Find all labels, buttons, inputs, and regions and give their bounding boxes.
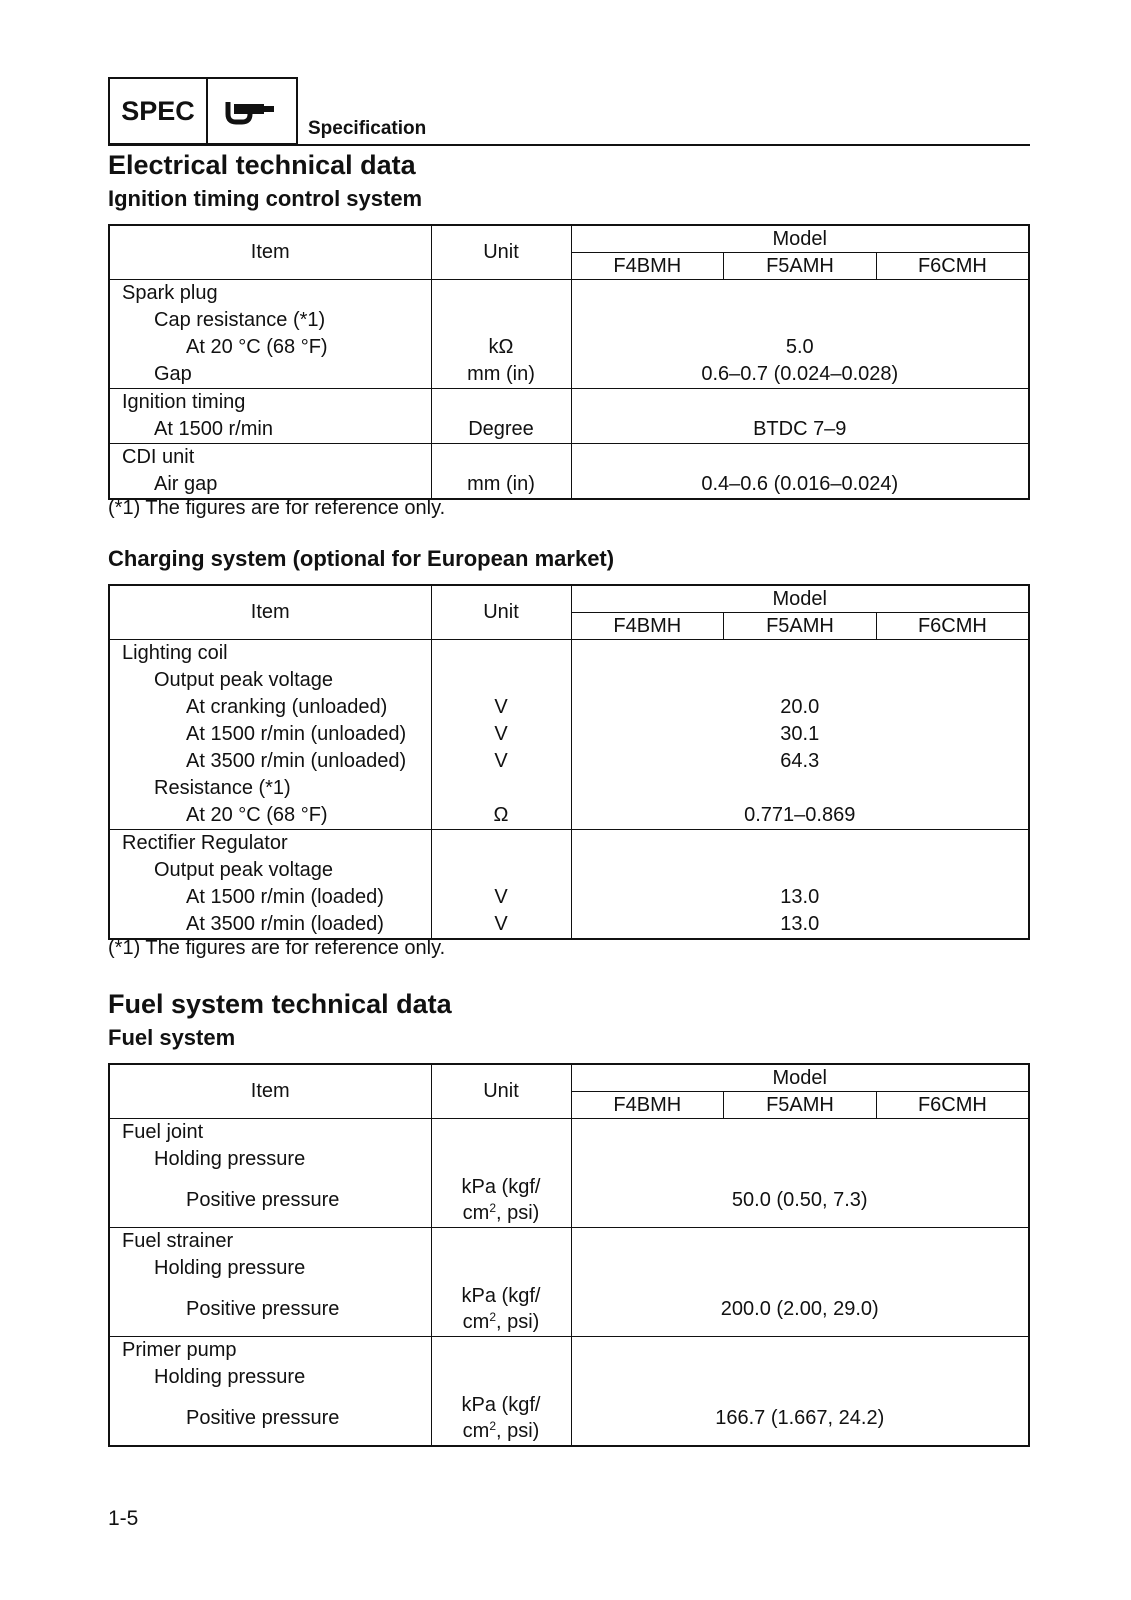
- row-label: Holding pressure: [154, 1366, 306, 1388]
- section-tab: [108, 77, 298, 145]
- unit-cell: V: [494, 913, 508, 935]
- value-cell: 64.3: [780, 750, 820, 772]
- section-label: Specification: [308, 118, 427, 139]
- value-cell: 50.0 (0.50, 7.3): [731, 1189, 868, 1211]
- table-row: [109, 1337, 1029, 1447]
- row-label: At 20 °C (68 °F): [186, 336, 328, 358]
- table-row: [109, 830, 1029, 940]
- row-label: At 1500 r/min (loaded): [186, 886, 384, 908]
- table-row: [109, 1228, 1029, 1337]
- table-header-row: [109, 225, 1029, 253]
- col-model-header: Model: [571, 585, 1029, 613]
- model-header: F5AMH: [724, 1092, 877, 1119]
- row-label: Positive pressure: [186, 1298, 340, 1320]
- table-row: [109, 640, 1029, 830]
- row-label: Ignition timing: [122, 391, 246, 413]
- value-cell: 0.771–0.869: [744, 804, 856, 826]
- value-cell: 0.4–0.6 (0.016–0.024): [701, 473, 899, 495]
- col-model-header: Model: [571, 225, 1029, 253]
- unit-cell: Ω: [493, 804, 509, 826]
- table-row: [109, 389, 1029, 444]
- table-row: [109, 1119, 1029, 1228]
- row-label: Fuel joint: [122, 1121, 204, 1143]
- col-item-header: Item: [109, 1064, 431, 1119]
- charging-table: [108, 584, 1030, 940]
- header-rule: [108, 144, 1030, 146]
- row-label: Primer pump: [122, 1339, 237, 1361]
- row-label: Air gap: [154, 473, 218, 495]
- model-header: F5AMH: [724, 613, 877, 640]
- unit-cell: kΩ: [488, 336, 514, 358]
- ignition-table: [108, 224, 1030, 500]
- row-label: Positive pressure: [186, 1189, 340, 1211]
- value-cell: 13.0: [780, 913, 820, 935]
- unit-cell: V: [494, 723, 508, 745]
- unit-cell: kPa (kgf/ $cm^2$, psi): [461, 1394, 541, 1442]
- row-label: Output peak voltage: [154, 859, 334, 881]
- unit-cell: Degree: [468, 418, 534, 440]
- caliper-icon: [208, 79, 296, 143]
- model-header: F6CMH: [876, 613, 1029, 640]
- fuel-subtitle: Fuel system: [108, 1025, 236, 1050]
- footnote: (*1) The figures are for reference only.: [108, 497, 446, 519]
- col-item-header: Item: [109, 585, 431, 640]
- row-label: Output peak voltage: [154, 669, 334, 691]
- unit-cell: V: [494, 696, 508, 718]
- row-label: Positive pressure: [186, 1407, 340, 1429]
- unit-cell: mm (in): [467, 473, 535, 495]
- value-cell: 200.0 (2.00, 29.0): [720, 1298, 879, 1320]
- fuel-title: Fuel system technical data: [108, 989, 452, 1019]
- col-unit-header: Unit: [431, 585, 571, 640]
- row-label: Lighting coil: [122, 642, 228, 664]
- page-number: 1-5: [108, 1507, 139, 1530]
- charging-subtitle: Charging system (optional for European market): [108, 546, 615, 571]
- ignition-subtitle: Ignition timing control system: [108, 186, 423, 211]
- row-label: Spark plug: [122, 282, 218, 304]
- model-header: F5AMH: [724, 253, 877, 280]
- electrical-title: Electrical technical data: [108, 150, 416, 180]
- table-header-row: [109, 1064, 1029, 1092]
- footnote: (*1) The figures are for reference only.: [108, 937, 446, 959]
- row-label: At 3500 r/min (loaded): [186, 913, 384, 935]
- spec-label: SPEC: [110, 79, 208, 143]
- value-cell: 20.0: [780, 696, 820, 718]
- value-cell: 0.6–0.7 (0.024–0.028): [701, 363, 899, 385]
- fuel-table: [108, 1063, 1030, 1447]
- col-model-header: Model: [571, 1064, 1029, 1092]
- table-row: [109, 280, 1029, 389]
- unit-cell: kPa (kgf/ $cm^2$, psi): [461, 1176, 541, 1224]
- table-header-row: [109, 585, 1029, 613]
- value-cell: 5.0: [785, 336, 814, 358]
- unit-cell: mm (in): [467, 363, 535, 385]
- unit-cell: V: [494, 750, 508, 772]
- row-label: Holding pressure: [154, 1148, 306, 1170]
- model-header: F4BMH: [571, 1092, 724, 1119]
- col-unit-header: Unit: [431, 1064, 571, 1119]
- value-cell: 166.7 (1.667, 24.2): [715, 1407, 885, 1429]
- value-cell: 13.0: [780, 886, 820, 908]
- row-label: At 20 °C (68 °F): [186, 804, 328, 826]
- row-label: Resistance (*1): [154, 777, 291, 799]
- model-header: F4BMH: [571, 253, 724, 280]
- model-header: F6CMH: [876, 253, 1029, 280]
- row-label: Rectifier Regulator: [122, 832, 288, 854]
- row-label: Holding pressure: [154, 1257, 306, 1279]
- table-row: [109, 444, 1029, 500]
- col-item-header: Item: [109, 225, 431, 280]
- col-unit-header: Unit: [431, 225, 571, 280]
- row-label: Gap: [154, 363, 192, 385]
- row-label: At cranking (unloaded): [186, 696, 388, 718]
- unit-cell: V: [494, 886, 508, 908]
- model-header: F6CMH: [876, 1092, 1029, 1119]
- model-header: F4BMH: [571, 613, 724, 640]
- unit-cell: kPa (kgf/ $cm^2$, psi): [461, 1285, 541, 1333]
- row-label: CDI unit: [122, 446, 195, 468]
- row-label: At 1500 r/min: [154, 418, 273, 440]
- value-cell: BTDC 7–9: [753, 418, 847, 440]
- row-label: Cap resistance (*1): [154, 309, 326, 331]
- row-label: At 1500 r/min (unloaded): [186, 723, 407, 745]
- row-label: At 3500 r/min (unloaded): [186, 750, 407, 772]
- row-label: Fuel strainer: [122, 1230, 234, 1252]
- value-cell: 30.1: [780, 723, 820, 745]
